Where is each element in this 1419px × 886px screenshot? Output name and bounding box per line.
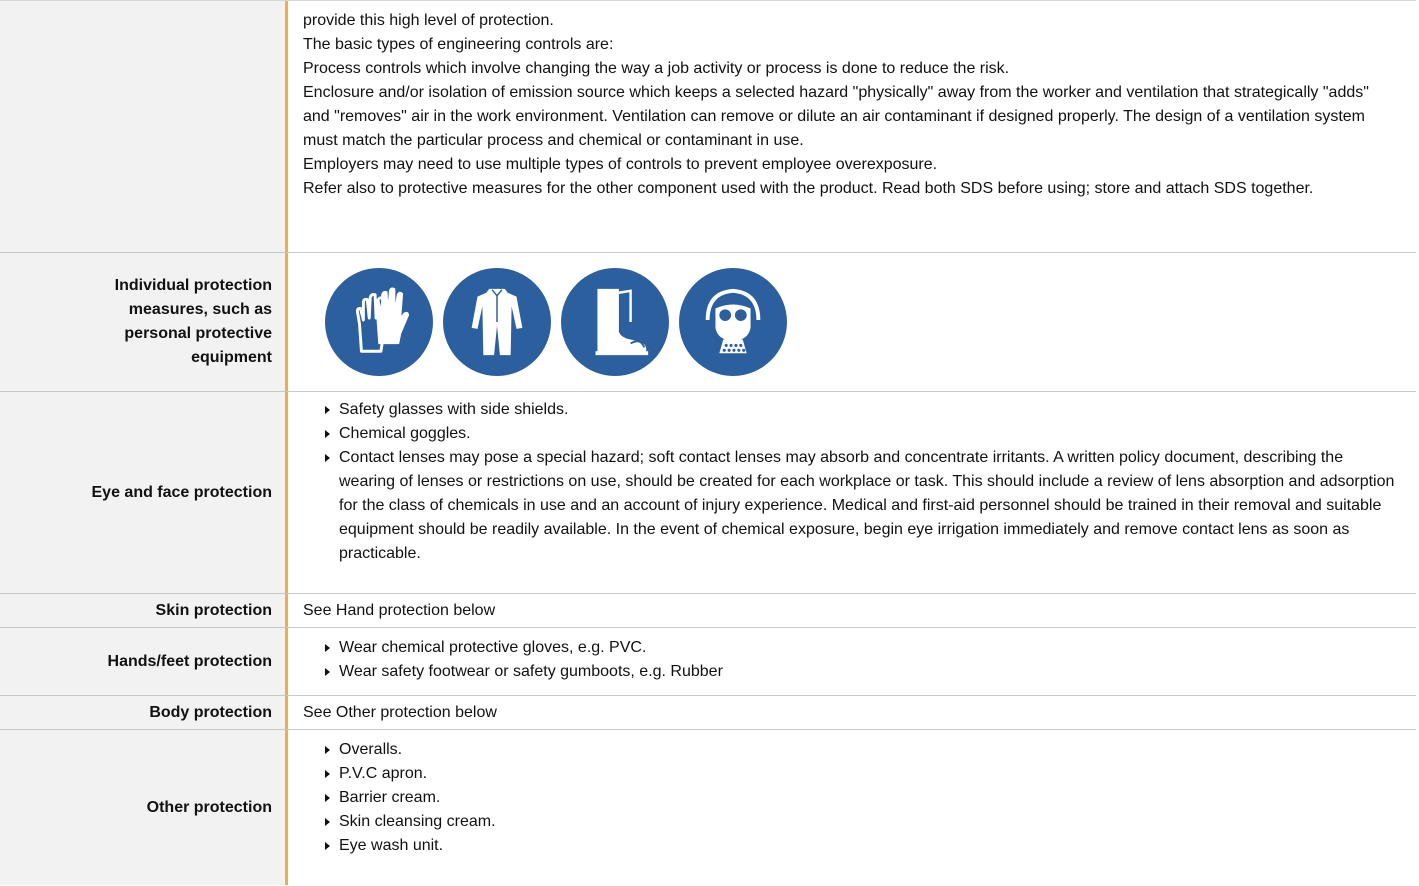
list-item: Safety glasses with side shields. [319,398,1400,422]
engineering-controls-content [285,1,1416,252]
engineering-controls-line: Process controls which involve changing the way a job activity or process is done to reduce the risk. [303,60,1010,77]
individual-protection-content [285,253,1416,391]
eye-face-protection-list [319,398,1400,566]
list-item: Overalls. [319,738,1400,762]
skin-protection-row [0,594,1416,628]
engineering-controls-line: Refer also to protective measures for the other component used with the product. Read both SDS before using; store and attach SDS together. [303,180,1314,197]
hands-feet-protection-label: Hands/feet protection [0,628,285,695]
list-item: Eye wash unit. [319,834,1400,858]
body-protection-label: Body protection [0,696,285,729]
engineering-controls-line: Enclosure and/or isolation of emission source which keeps a selected hazard "physically" away from the worker and ventilation that strategically "adds" and "removes" air in the work environment. Ventilation can remove or dilute an air contaminant if designed properly. The design of a ventilation system must match the particular process and chemical or contaminant in use. [303,84,1369,149]
list-item: Barrier cream. [319,786,1400,810]
eye-face-protection-row [0,392,1416,594]
safety-boot-icon [561,268,669,376]
skin-protection-label: Skin protection [0,594,285,627]
gloves-icon [325,268,433,376]
list-item: Skin cleansing cream. [319,810,1400,834]
list-item: Chemical goggles. [319,422,1400,446]
list-item: Wear chemical protective gloves, e.g. PVC. [319,636,1400,660]
body-protection-row [0,696,1416,730]
engineering-controls-row [0,0,1416,253]
skin-protection-value: See Hand protection below [285,594,1416,627]
ppe-icon-group [325,268,787,376]
respirator-icon [679,268,787,376]
engineering-controls-line: The basic types of engineering controls are: [303,36,614,53]
list-item: Wear safety footwear or safety gumboots, e.g. Rubber [319,660,1400,684]
individual-protection-row [0,253,1416,392]
other-protection-row [0,730,1416,885]
hands-feet-protection-content [285,628,1416,695]
body-protection-value: See Other protection below [285,696,1416,729]
individual-protection-label: Individual protection measures, such as personal protective equipment [0,253,285,391]
hands-feet-protection-row [0,628,1416,696]
coverall-icon [443,268,551,376]
other-protection-label: Other protection [0,730,285,885]
other-protection-list [319,738,1400,858]
eye-face-protection-label: Eye and face protection [0,392,285,593]
other-protection-content [285,730,1416,885]
list-item: Contact lenses may pose a special hazard; soft contact lenses may absorb and concentrate irritants. A written policy document, describing the wearing of lenses or restrictions on use, should be created for each workplace or task. This should include a review of lens absorption and adsorption for the class of chemicals in use and an account of injury experience. Medical and first-aid personnel should be trained in their removal and suitable equipment should be readily available. In the event of chemical exposure, begin eye irrigation immediately and remove contact lens as soon as practicable. [319,446,1400,566]
engineering-controls-line: provide this high level of protection. [303,12,554,29]
hands-feet-protection-list [319,636,1400,684]
engineering-controls-label-cell [0,1,285,252]
eye-face-protection-content [285,392,1416,593]
engineering-controls-line: Employers may need to use multiple types of controls to prevent employee overexposure. [303,156,938,173]
list-item: P.V.C apron. [319,762,1400,786]
